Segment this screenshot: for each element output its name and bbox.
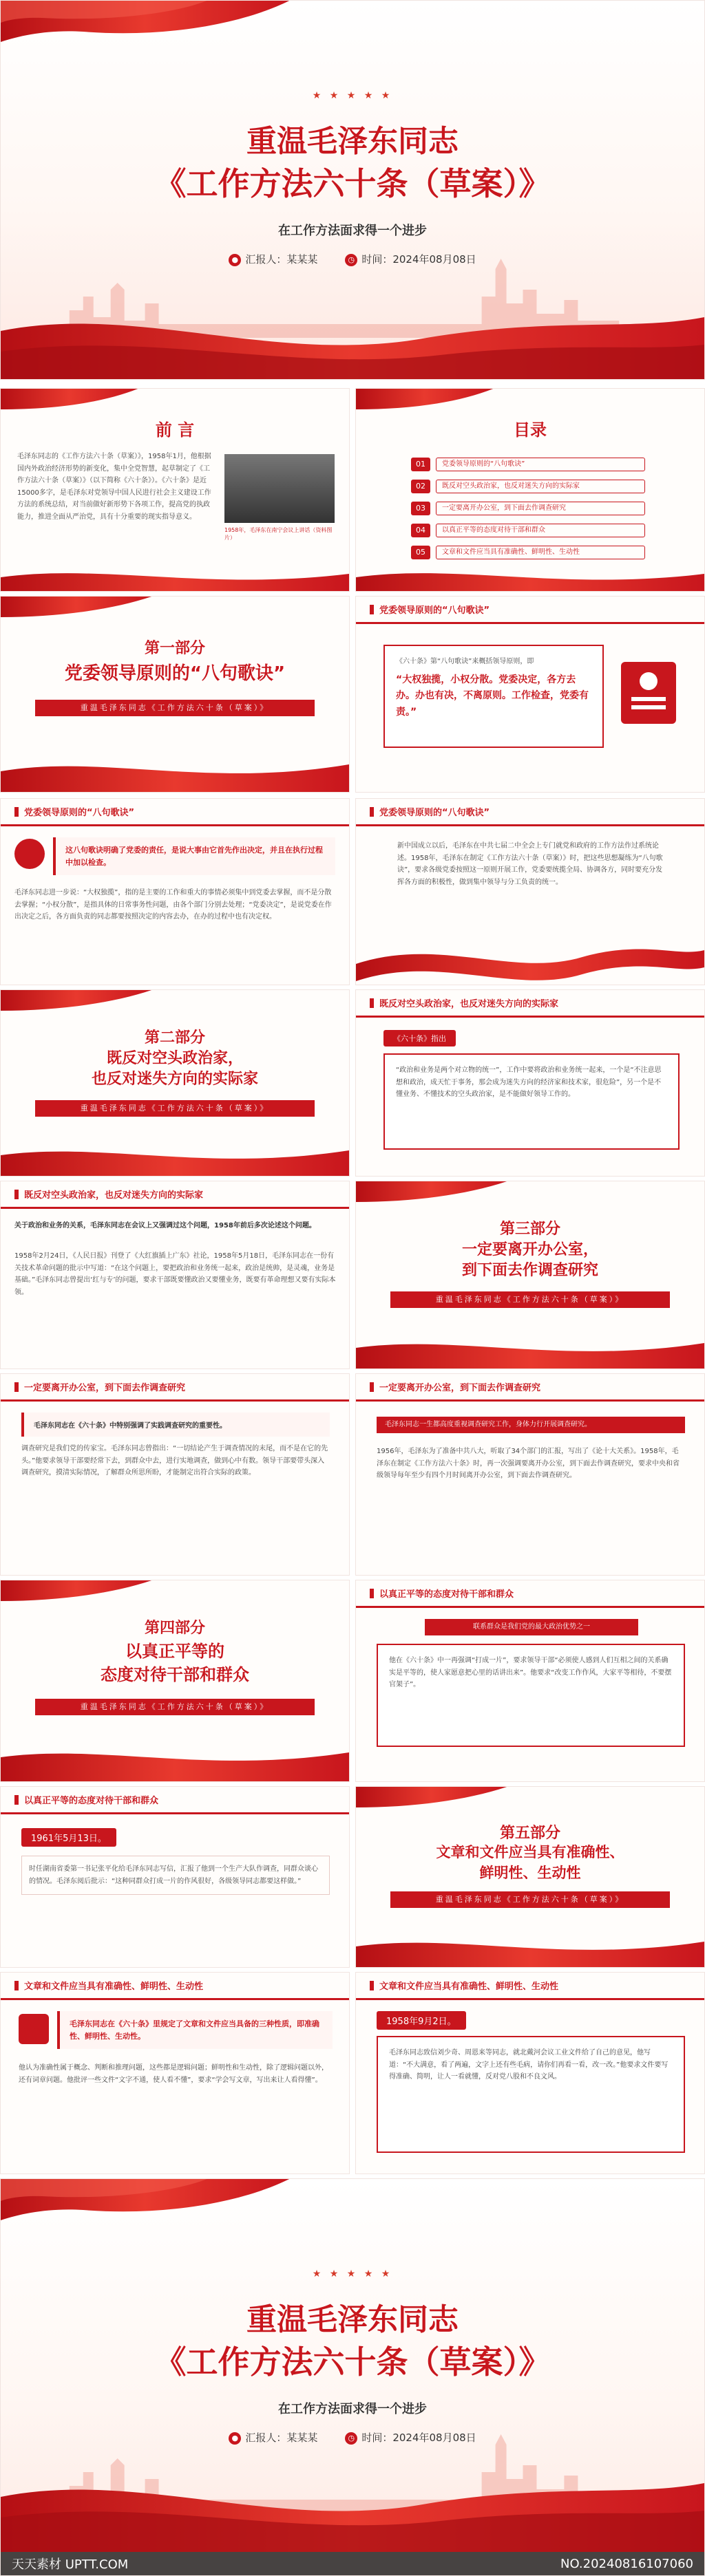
flag-ribbon-decoration bbox=[1, 1580, 349, 1608]
reporter-text: 汇报人：某某某 bbox=[245, 2432, 318, 2444]
banner: 联系群众是我们党的最大政治优势之一 bbox=[425, 1619, 638, 1635]
body-text: 1956年，毛泽东为了准备中共八大，听取了34个部门的汇报，写出了《论十大关系》。1958年，毛泽东在制定《工作方法六十条》时，再一次强调要离开办公室，到下面去作调查研究，要求中央和省级领导每年至少有四个月时间离开办公室，到下面去作调查研究。 bbox=[377, 1448, 680, 1479]
toc-slide bbox=[355, 388, 705, 592]
cover-title-line1: 重温毛泽东同志 bbox=[246, 124, 459, 159]
toc-item-2[interactable] bbox=[411, 480, 645, 493]
flag-ribbon-decoration bbox=[1, 2179, 704, 2227]
watermark-left: 天天素材 UPTT.COM bbox=[12, 2557, 129, 2572]
red-wave-decoration bbox=[356, 564, 704, 591]
p4s1-slide bbox=[355, 1580, 705, 1782]
quote-box bbox=[383, 645, 604, 748]
part4-label: 第四部分 bbox=[144, 1620, 205, 1637]
header-mark bbox=[370, 807, 374, 817]
time-text: 时间：2024年08月08日 bbox=[361, 2432, 476, 2444]
book-icon bbox=[19, 2014, 49, 2044]
part4-bar: 重温毛泽东同志《工作方法六十条（草案）》 bbox=[35, 1699, 315, 1715]
stars-decoration: ★ ★ ★ ★ ★ bbox=[312, 90, 393, 101]
red-wave-decoration bbox=[1, 2449, 704, 2552]
toc-num: 02 bbox=[411, 480, 430, 493]
date-pill: 1958年9月2日。 bbox=[377, 2011, 466, 2030]
p1s2-slide bbox=[0, 798, 350, 985]
toc-num: 04 bbox=[411, 524, 430, 537]
part3-title-line2: 到下面去作调查研究 bbox=[461, 1262, 598, 1279]
slide-header bbox=[1, 1181, 349, 1209]
lead-banner: 毛泽东同志一生都高度重视调查研究工作，身体力行开展调查研究。 bbox=[377, 1417, 685, 1433]
body-text: 他认为准确性属于概念、判断和推理问题，这些都是逻辑问题；鲜明性和生动性，除了逻辑问题以外，还有词章问题。他批评一些文件“文字不通，使人看不懂”，要求“学会写文章，写出来让人看得懂”。 bbox=[19, 2064, 328, 2084]
part1-slide bbox=[0, 596, 350, 793]
part5-slide bbox=[355, 1786, 705, 1968]
part4-title-line2: 态度对待干部和群众 bbox=[101, 1665, 249, 1684]
header-text: 文章和文件应当具有准确性、鲜明性、生动性 bbox=[379, 1982, 559, 1992]
header-text: 党委领导原则的“八句歌诀” bbox=[24, 808, 135, 818]
body-text: 毛泽东同志进一步说：“大权独揽”，指的是主要的工作和重大的事情必须集中到党委去掌握，而不是分散去掌握；“小权分散”，是指具体的日常事务性问题，由各个部门分别去处理；“党委决定”，是说党委在作出决定之后，各方面负责的同志都要按照决定的内容去办，在办的过程中也有决定权。 bbox=[14, 889, 332, 921]
preface-text: 毛泽东同志的《工作方法六十条（草案）》，1958年1月，他根据国内外政治经济形势的新变化，集中全党智慧，起草制定了《工作方法六十条（草案）》（以下简称《六十条》）。《六十条》是近15000多字，是毛泽东对党领导中国人民进行社会主义建设工作方法的系统总结，对当前做好新形势下各项工作，提高党的执政能力，推进全面从严治党，具有十分重要的现实指导意义。 bbox=[17, 453, 211, 521]
body-text: 时任湖南省委第一书记张平化给毛泽东同志写信，汇报了他到一个生产大队作调查，同群众谈心的情况。毛泽东阅后批示：“这种同群众打成一片的作风很好，各级领导同志都要这样做。” bbox=[21, 1856, 330, 1895]
cover-subtitle: 在工作方法面求得一个进步 bbox=[278, 224, 427, 238]
slide-header bbox=[356, 990, 704, 1018]
header-text: 以真正平等的态度对待干部和群众 bbox=[379, 1589, 514, 1600]
person-icon bbox=[14, 839, 45, 869]
header-text: 一定要离开办公室，到下面去作调查研究 bbox=[24, 1383, 186, 1393]
part1-bar: 重温毛泽东同志《工作方法六十条（草案）》 bbox=[35, 700, 315, 716]
header-text: 既反对空头政治家，也反对迷失方向的实际家 bbox=[379, 999, 559, 1009]
flag-ribbon-decoration bbox=[356, 389, 704, 416]
stars-decoration: ★ ★ ★ ★ ★ bbox=[312, 2268, 393, 2279]
toc-num: 01 bbox=[411, 458, 430, 471]
part2-title-line1: 既反对空头政治家， bbox=[106, 1050, 243, 1067]
body-text: 新中国成立以后，毛泽东在中共七届二中全会上专门就党和政府的工作方法作过系统论述。1958年，毛泽东在制定《工作方法六十条（草案）》时，把这些思想凝练为“八句歌诀”，要求各级党委按照这一原则开展工作，党委要统揽全局、协调各方，同时要充分发挥各方面的积极性，做到集中领导与分工负责的统一。 bbox=[397, 842, 663, 886]
red-wave-decoration bbox=[1, 1740, 349, 1781]
toc-text: 党委领导原则的“八句歌诀” bbox=[436, 458, 645, 471]
red-wave-decoration bbox=[356, 1929, 704, 1967]
toc-list bbox=[411, 458, 645, 568]
slide-header bbox=[1, 1787, 349, 1814]
part2-title-line2: 也反对迷失方向的实际家 bbox=[91, 1071, 258, 1088]
p4s2-slide bbox=[0, 1786, 350, 1968]
toc-item-4[interactable] bbox=[411, 524, 645, 537]
toc-item-3[interactable] bbox=[411, 502, 645, 515]
flag-ribbon-decoration bbox=[1, 597, 349, 624]
document-icon bbox=[621, 662, 676, 724]
toc-num: 05 bbox=[411, 546, 430, 559]
historic-photo bbox=[224, 454, 335, 523]
date-pill: 1961年5月13日。 bbox=[21, 1828, 116, 1847]
toc-heading: 目录 bbox=[514, 420, 547, 440]
red-wave-decoration bbox=[1, 1138, 349, 1176]
header-mark bbox=[14, 807, 19, 817]
person-icon: ● bbox=[229, 254, 241, 266]
part5-bar: 重温毛泽东同志《工作方法六十条（草案）》 bbox=[390, 1891, 670, 1908]
part5-title-line1: 文章和文件应当具有准确性、 bbox=[436, 1844, 624, 1860]
red-wave-decoration bbox=[1, 751, 349, 792]
part3-label: 第三部分 bbox=[499, 1221, 560, 1238]
header-text: 既反对空头政治家，也反对迷失方向的实际家 bbox=[24, 1190, 204, 1201]
header-text: 文章和文件应当具有准确性、鲜明性、生动性 bbox=[24, 1982, 204, 1992]
quote-text: “大权独揽，小权分散。党委决定，各方去办。办也有决，不离原则。工作检查，党委有责。” bbox=[396, 674, 589, 718]
header-mark bbox=[370, 998, 374, 1008]
p5s1-slide bbox=[0, 1972, 350, 2174]
watermark-right: NO.20240816107060 bbox=[560, 2556, 693, 2571]
part3-title-line1: 一定要离开办公室， bbox=[461, 1241, 598, 1258]
part2-slide bbox=[0, 989, 350, 1177]
clock-icon: ◷ bbox=[345, 254, 357, 266]
slide-header bbox=[1, 799, 349, 826]
body-text: 毛泽东同志致信刘少奇、周恩来等同志，就北戴河会议工业文件给了自己的意见，他写道：“不大满意，看了两遍，文字上还有些毛病，请你们再看一看，改一改。”他要求文件要写得准确、简明，让人一看就懂，反对党八股和不良文风。 bbox=[377, 2036, 685, 2153]
end-title-line2: 《工作方法六十条（草案）》 bbox=[154, 2343, 551, 2381]
p1s3-slide bbox=[355, 798, 705, 985]
header-mark bbox=[370, 1981, 374, 1990]
p1s1-slide bbox=[355, 596, 705, 793]
flag-ribbon-decoration bbox=[1, 389, 349, 416]
flag-ribbon-decoration bbox=[356, 1787, 704, 1814]
quote-intro: 《六十条》第“八句歌诀”来概括领导原则，即 bbox=[396, 658, 534, 665]
lead-text: 关于政治和业务的关系，毛泽东同志在会议上又强调过这个问题，1958年前后多次论述这个问题。 bbox=[14, 1222, 316, 1230]
cover-slide bbox=[0, 0, 705, 380]
slide-header bbox=[356, 597, 704, 624]
part4-slide bbox=[0, 1580, 350, 1782]
toc-item-5[interactable] bbox=[411, 546, 645, 559]
part5-label: 第五部分 bbox=[499, 1825, 560, 1842]
part3-bar: 重温毛泽东同志《工作方法六十条（草案）》 bbox=[390, 1291, 670, 1308]
time-text: 时间：2024年08月08日 bbox=[361, 253, 476, 266]
p5s2-slide bbox=[355, 1972, 705, 2174]
slide-header bbox=[1, 1374, 349, 1402]
lead-text: 这八句歌诀明确了党委的责任，是说大事由它首先作出决定，并且在执行过程中加以检查。 bbox=[53, 837, 335, 875]
slide-header bbox=[356, 1580, 704, 1608]
flag-ribbon-decoration bbox=[1, 1, 704, 49]
ribbon-decoration bbox=[356, 930, 704, 985]
toc-num: 03 bbox=[411, 502, 430, 515]
body-text: 调查研究是我们党的传家宝。毛泽东同志曾指出：“一切结论产生于调查情况的末尾，而不是在它的先头。”他要求领导干部要经常下去，到群众中去，进行实地调查，做到心中有数。领导干部要带头深入调查研究，摸清实际情况，了解群众所思所盼，才能制定出符合实际的政策。 bbox=[21, 1445, 328, 1477]
part3-slide bbox=[355, 1181, 705, 1369]
slide-header bbox=[356, 1973, 704, 2000]
body-text: “政治和业务是两个对立物的统一”，工作中要将政治和业务统一起来，一个是“不注意思想和政治，成天忙于事务，那会成为迷失方向的经济家和技术家，很危险”，另一个是不懂业务、不懂技术的空头政治家，是不能做好领导工作的。 bbox=[383, 1053, 680, 1150]
end-title-line1: 重温毛泽东同志 bbox=[246, 2302, 459, 2337]
photo-caption: 1958年，毛泽东在南宁会议上讲话（资料图片） bbox=[224, 527, 333, 541]
part4-title-line1: 以真正平等的 bbox=[125, 1642, 224, 1661]
part1-title: 党委领导原则的“八句歌诀” bbox=[64, 663, 286, 684]
toc-text: 既反对空头政治家，也反对迷失方向的实际家 bbox=[436, 480, 645, 493]
header-mark bbox=[370, 605, 374, 614]
pill-label: 《六十条》指出 bbox=[383, 1030, 456, 1046]
header-mark bbox=[14, 1795, 19, 1805]
body-text: 他在《六十条》中一再强调“打成一片”，要求领导干部“必须使人感到人们互相之间的关系确实是平等的，使人家愿意把心里的话讲出来”。他要求“改变工作作风，大家平等相待，不要摆官架子”。 bbox=[377, 1644, 685, 1747]
slide-header bbox=[356, 799, 704, 826]
flag-ribbon-decoration bbox=[1, 990, 349, 1018]
header-mark bbox=[370, 1589, 374, 1598]
header-text: 以真正平等的态度对待干部和群众 bbox=[24, 1796, 159, 1806]
toc-text: 文章和文件应当具有准确性、鲜明性、生动性 bbox=[436, 546, 645, 559]
red-wave-decoration bbox=[1, 290, 704, 379]
red-wave-decoration bbox=[1, 564, 349, 591]
red-wave-decoration bbox=[356, 1331, 704, 1368]
preface-heading: 前 言 bbox=[155, 420, 195, 440]
header-text: 党委领导原则的“八句歌诀” bbox=[379, 808, 490, 818]
slide-header bbox=[356, 1374, 704, 1402]
toc-item-1[interactable] bbox=[411, 458, 645, 471]
person-icon: ● bbox=[229, 2432, 241, 2445]
p2s1-slide bbox=[355, 989, 705, 1177]
header-mark bbox=[370, 1382, 374, 1392]
cover-title-line2: 《工作方法六十条（草案）》 bbox=[154, 165, 551, 202]
end-slide bbox=[0, 2178, 705, 2576]
watermark-bar bbox=[1, 2552, 704, 2575]
clock-icon: ◷ bbox=[345, 2432, 357, 2445]
part2-bar: 重温毛泽东同志《工作方法六十条（草案）》 bbox=[35, 1100, 315, 1117]
header-mark bbox=[14, 1190, 19, 1199]
lead-text: 毛泽东同志在《六十条》中特别强调了实践调查研究的重要性。 bbox=[21, 1413, 330, 1437]
reporter-text: 汇报人：某某某 bbox=[245, 253, 318, 266]
header-mark bbox=[14, 1382, 19, 1392]
part1-label: 第一部分 bbox=[144, 640, 205, 657]
header-text: 党委领导原则的“八句歌诀” bbox=[379, 605, 490, 616]
part2-label: 第二部分 bbox=[144, 1029, 205, 1046]
slide-header bbox=[1, 1973, 349, 2000]
lead-text: 毛泽东同志在《六十条》里规定了文章和文件应当具备的三种性质，即准确性、鲜明性、生动性。 bbox=[57, 2011, 333, 2049]
toc-text: 以真正平等的态度对待干部和群众 bbox=[436, 524, 645, 537]
body-text: 1958年2月24日，《人民日报》刊登了《大红旗插上广东》社论，1958年5月18日，毛泽东同志在一份有关技术革命问题的批示中写道：“在这个问题上，要把政治和业务统一起来，政治是统帅，是灵魂，业务是基础。”毛泽东同志曾提出‘红与专’的问题，要求干部既要懂政治又要懂业务，既要有革命理想又要有实际本领。 bbox=[14, 1252, 336, 1296]
p3s1-slide bbox=[0, 1373, 350, 1576]
preface-slide bbox=[0, 388, 350, 592]
header-text: 一定要离开办公室，到下面去作调查研究 bbox=[379, 1383, 541, 1393]
end-subtitle: 在工作方法面求得一个进步 bbox=[278, 2402, 427, 2416]
toc-text: 一定要离开办公室，到下面去作调查研究 bbox=[436, 502, 645, 515]
p3s2-slide bbox=[355, 1373, 705, 1576]
header-mark bbox=[14, 1981, 19, 1990]
p2s2-slide bbox=[0, 1181, 350, 1369]
flag-ribbon-decoration bbox=[356, 1181, 704, 1209]
part5-title-line2: 鲜明性、生动性 bbox=[479, 1865, 581, 1881]
